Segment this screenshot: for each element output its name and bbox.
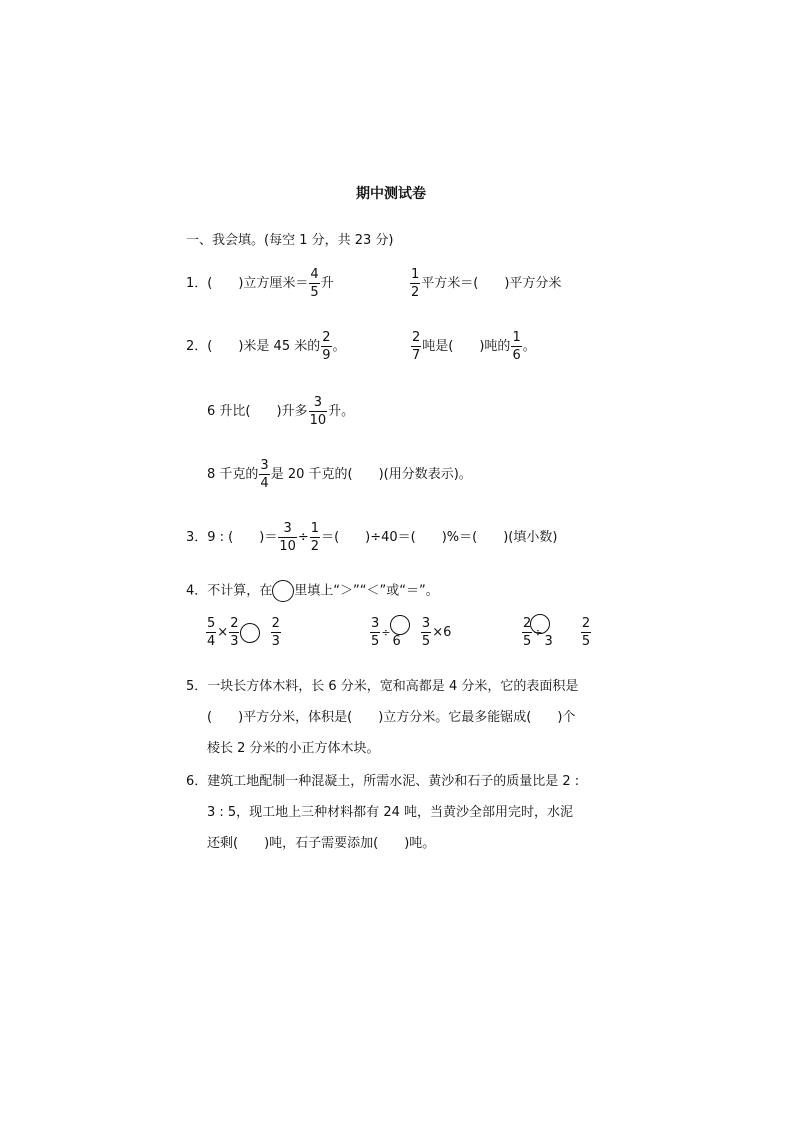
compare-circle-icon xyxy=(272,580,294,602)
q4-text: 4．不计算，在 xyxy=(186,583,273,599)
fraction: $\frac{3}{10}$ xyxy=(279,521,296,554)
q4-text-end: 里填上“＞”“＜”或“＝”。 xyxy=(294,583,439,599)
q2-c-end: 升。 xyxy=(328,404,355,419)
fraction: $\frac{2}{3}$ xyxy=(230,616,239,649)
fraction: $\frac{2}{7}$ xyxy=(412,330,421,363)
question-3 xyxy=(186,522,557,553)
fraction: $\frac{2}{5}$ xyxy=(522,617,532,648)
section-heading: 一、我会填。(每空 1 分，共 23 分) xyxy=(186,233,394,248)
q2-c-text: 6 升比( )升多 xyxy=(207,404,308,419)
question-2 xyxy=(186,331,346,362)
fraction: $\frac{4}{5}$ xyxy=(310,267,319,300)
fraction: $\frac{2}{5}$ xyxy=(581,616,591,649)
q4-expression-2 xyxy=(369,617,451,648)
q2-d-end: 是 20 千克的( )(用分数表示)。 xyxy=(270,467,472,482)
question-2b xyxy=(410,331,536,362)
q1-b-text: 平方米＝( )平方分米 xyxy=(421,276,562,291)
page-title: 期中测试卷 xyxy=(356,186,426,202)
question-1 xyxy=(186,268,334,299)
q2-b-text: 吨是( )吨的 xyxy=(422,339,511,354)
q4-expression-3 xyxy=(521,617,592,648)
fraction: $\frac{1}{2}$ xyxy=(411,267,420,300)
question-2c xyxy=(207,396,354,427)
question-5-line-2: ( )平方分米，体积是( )立方分米。它最多能锯成( )个 xyxy=(207,710,576,725)
multiply-sign: × xyxy=(217,625,229,640)
fraction: $\frac{2}{9}$ xyxy=(322,330,331,363)
question-5-line-1: 5．一块长方体木料，长 6 分米，宽和高都是 4 分米，它的表面积是 xyxy=(186,679,579,694)
question-2d xyxy=(207,459,472,490)
q1-a-text: 1．( )立方厘米＝ xyxy=(186,276,309,291)
fraction: $\frac{5}{4}$ xyxy=(207,616,216,649)
q2-d-text: 8 千克的 xyxy=(207,467,259,482)
q2-b-end: 。 xyxy=(522,339,536,354)
question-1b xyxy=(409,268,561,299)
q2-a-end: 。 xyxy=(332,339,346,354)
q2-a-text: 2．( )米是 45 米的 xyxy=(186,339,321,354)
q4-e2-tail: ×6 xyxy=(432,625,452,640)
answer-circle[interactable] xyxy=(390,615,410,635)
fraction: 3 xyxy=(544,633,553,649)
question-6-line-2: 3 : 5，现工地上三种材料都有 24 吨，当黄沙全部用完时，水泥 xyxy=(207,805,573,820)
fraction: $\frac{3}{4}$ xyxy=(260,458,269,491)
question-4 xyxy=(186,580,439,602)
answer-circle[interactable] xyxy=(240,623,260,643)
fraction: $\frac{1}{6}$ xyxy=(512,330,521,363)
question-6-line-1: 6．建筑工地配制一种混凝土，所需水泥、黄沙和石子的质量比是 2 : xyxy=(186,774,580,789)
fraction: $\frac{2}{3}$ xyxy=(271,616,280,649)
q3-text-end: ＝( )÷40＝( )%＝( )(填小数) xyxy=(321,530,558,545)
divide-sign: ÷ xyxy=(381,626,391,639)
fraction: $\frac{3}{5}$ xyxy=(371,616,380,649)
fraction: 6 xyxy=(392,618,402,648)
divide-sign: ÷ xyxy=(297,530,309,545)
q3-text: 3．9 : ( )＝ xyxy=(186,530,278,545)
fraction: $\frac{3}{10}$ xyxy=(309,395,327,428)
question-6-line-3: 还剩( )吨，石子需要添加( )吨。 xyxy=(207,836,436,851)
fraction: $\frac{3}{5}$ xyxy=(421,616,431,649)
q4-expression-1 xyxy=(205,617,282,648)
question-5-line-3: 棱长 2 分米的小正方体木块。 xyxy=(207,741,380,756)
fraction: $\frac{1}{2}$ xyxy=(310,521,320,554)
divide-sign: ÷ xyxy=(533,626,543,639)
q1-a-unit: 升 xyxy=(320,276,334,291)
answer-circle[interactable] xyxy=(530,614,550,634)
